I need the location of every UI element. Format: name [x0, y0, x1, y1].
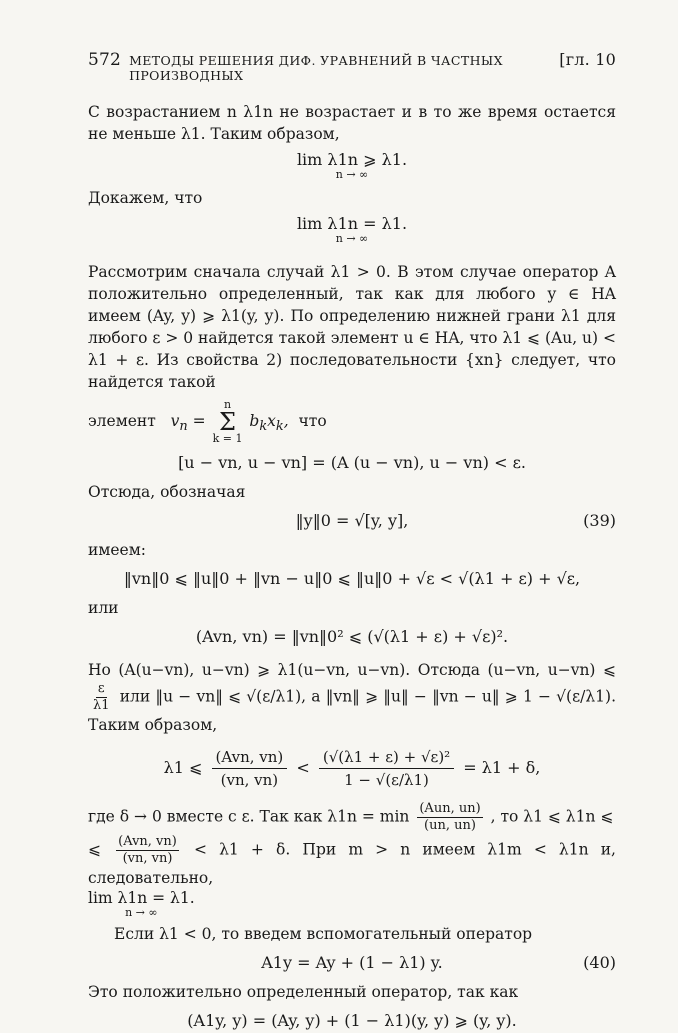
paragraph-6: имеем:: [88, 541, 147, 559]
equation-lim-ge: [88, 151, 616, 181]
fraction: $\frac{\text{(Avn, vn)}}{(vn, vn)}$: [212, 746, 288, 791]
paragraph-8: Но (A(u−vn), u−vn) ⩾ λ1(u−vn, u−vn). Отсюда (u−vn, u−vn) ⩽ $\frac{\varepsilon}{\lambda 1}$ или ‖u − vn‖ ⩽ √(ε/λ1), а ‖vn‖ ⩾ ‖u‖ − ‖vn − u‖ ⩾ 1 − √(ε/λ1). Таким образом,: [88, 661, 616, 734]
running-header: [88, 50, 616, 83]
running-title: МЕТОДЫ РЕШЕНИЯ ДИФ. УРАВНЕНИЙ В ЧАСТНЫХ ПРОИЗВОДНЫХ: [129, 53, 503, 83]
summation-sign: n Σ k = 1: [212, 398, 243, 445]
paragraph-10: ⩽ $\frac{\text{(Avn, vn)}}{(vn, vn)}$ < λ1 + δ. При m > n имеем λ1m < λ1n и, следовательно,: [88, 834, 616, 887]
paragraph-13: Это положительно определенный оператор, так как: [88, 983, 519, 1001]
equation-positive-definite: (A1y, y) = (Ay, y) + (1 − λ1)(y, y) ⩾ (y, y).: [187, 1011, 517, 1030]
paragraph-9: где δ → 0 вместе с ε. Так как λ1n = min $\frac{\text{(Aun, un)}}{(un, un)}$ , то λ1 ⩽ λ1n ⩽: [88, 801, 614, 833]
equation-number: (39): [583, 511, 616, 530]
equation-39: ‖y‖0 = √[y, y], (39): [88, 509, 616, 533]
vn-definition: $v_n$ =: [170, 412, 206, 435]
lim-expression: lim λ1n ⩾ λ1. n → ∞: [296, 150, 408, 181]
paragraph-12: Если λ1 < 0, то введем вспомогательный оператор: [114, 925, 533, 943]
fraction: $\frac{\text{(Aun, un)}}{(un, un)}$: [419, 801, 481, 833]
equation-norm-bound: ‖vn‖0 ⩽ ‖u‖0 + ‖vn − u‖0 ⩽ ‖u‖0 + √ε < √(λ1 + ε) + √ε,: [123, 569, 581, 588]
lim-expression: lim λ1n = λ1. n → ∞: [296, 214, 408, 245]
equation-lim-eq: [88, 215, 616, 245]
fraction: $\frac{\varepsilon}{\lambda 1}$: [93, 681, 110, 713]
fraction: $\frac{\text{(√(λ1 + ε) + √ε)²}}{1 - √(\varepsilon/\lambda 1)}$: [319, 746, 454, 791]
equation-inner-product: [u − vn, u − vn] = (A (u − vn), u − vn) < ε.: [178, 453, 526, 472]
fraction: $\frac{\text{(Avn, vn)}}{(vn, vn)}$: [118, 834, 177, 866]
paragraph-2: Докажем, что: [88, 189, 203, 207]
equation-energy-bound: (Avn, vn) = ‖vn‖0² ⩽ (√(λ1 + ε) + √ε)².: [195, 627, 509, 646]
equation-ratio-bound: λ1 ⩽ $\frac{\text{(Avn, vn)}}{(vn, vn)}$ < $\frac{\text{(√(λ1 + ε) + √ε)²}}{1 - √(\varepsilon/\lambda 1)}$ = λ1 + δ,: [163, 748, 541, 789]
paragraph-1: С возрастанием n λ1n не возрастает и в то же время остается не меньше λ1. Таким образом,: [88, 103, 616, 143]
paragraph-4: элемент $v_n$ = n Σ k = 1 $b_kx_k$, что: [88, 398, 327, 445]
equation-number: (40): [583, 953, 616, 972]
paragraph-7: или: [88, 599, 119, 617]
paragraph-3: Рассмотрим сначала случай λ1 > 0. В этом случае оператор A положительно определенный, так как для любого y ∈ HA имеем (Ay, y) ⩾ λ1(y, y). По определению нижней грани λ1 для любого ε > 0 найдется такой элемент u ∈ HA, что λ1 ⩽ (Au, u) < λ1 + ε. Из свойства 2) последовательности {xn} следует, что найдется такой: [88, 263, 616, 391]
paragraph-11: [88, 889, 616, 919]
lim-expression: lim λ1n = λ1. n → ∞: [88, 889, 195, 919]
chapter-marker: [гл. 10: [559, 50, 616, 69]
equation-40: A1y = Ay + (1 − λ1) y. (40): [88, 951, 616, 975]
paragraph-5: Отсюда, обозначая: [88, 483, 246, 501]
page-number: 572: [88, 50, 122, 70]
